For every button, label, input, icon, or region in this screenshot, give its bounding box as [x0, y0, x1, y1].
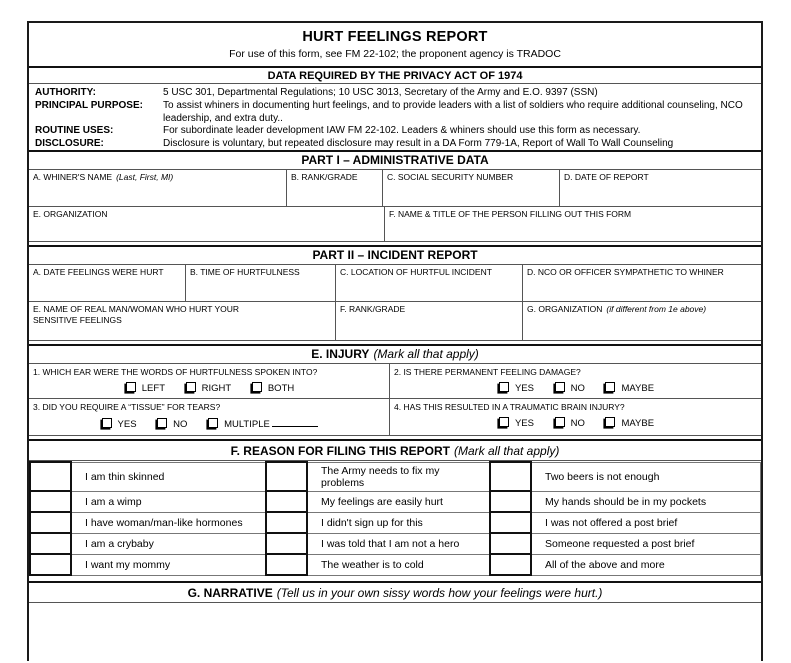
checkbox-no-label: NO	[570, 383, 585, 394]
privacy-row-routine-uses	[35, 125, 755, 138]
reason-label: I am thin skinned	[71, 462, 266, 491]
injury-row-1	[29, 364, 761, 399]
field-date-feelings-hurt[interactable]	[29, 265, 186, 301]
narrative-header-hint: (Tell us in your own sissy words how your feelings were hurt.)	[276, 586, 603, 600]
field-organization[interactable]	[29, 207, 385, 241]
narrative-input-area[interactable]	[29, 603, 761, 663]
field-sympathetic-nco[interactable]	[523, 265, 761, 301]
privacy-value: For subordinate leader development IAW FM 22-102. Leaders & whiners should use this form as necessary.	[163, 125, 641, 137]
privacy-act-header: DATA REQUIRED BY THE PRIVACY ACT OF 1974	[29, 66, 761, 84]
reason-checkbox[interactable]	[490, 491, 531, 512]
multiple-count-blank[interactable]	[272, 417, 318, 427]
reason-checkbox[interactable]	[30, 554, 71, 575]
privacy-row-disclosure	[35, 138, 755, 151]
form-subtitle: For use of this form, see FM 22-102; the proponent agency is TRADOC	[229, 48, 561, 60]
checkbox-both[interactable]	[252, 382, 262, 392]
injury-question-1	[29, 364, 390, 398]
reason-label: I was told that I am not a hero	[307, 533, 490, 554]
checkbox-left[interactable]	[126, 382, 136, 392]
checkbox-no-label: NO	[173, 419, 188, 430]
reason-checkbox[interactable]	[490, 554, 531, 575]
privacy-label: ROUTINE USES:	[35, 125, 114, 137]
field-label-date-of-report: D. DATE OF REPORT	[564, 172, 649, 182]
injury-question-1-options	[33, 382, 385, 394]
field-offender-rank-grade[interactable]	[336, 302, 523, 340]
checkbox-maybe-label: MAYBE	[621, 418, 655, 429]
checkbox-maybe[interactable]	[605, 417, 615, 427]
checkbox-both-label: BOTH	[267, 383, 295, 394]
reason-checkbox[interactable]	[266, 554, 307, 575]
injury-question-4-options	[394, 417, 757, 429]
reason-label: I didn't sign up for this	[307, 512, 490, 533]
field-time-of-hurtfulness[interactable]	[186, 265, 336, 301]
privacy-value: 5 USC 301, Departmental Regulations; 10 USC 3013, Secretary of the Army and E.O. 9397 (SSN)	[163, 87, 598, 98]
narrative-header-title: G. NARRATIVE	[187, 586, 273, 600]
reason-checkbox[interactable]	[266, 462, 307, 491]
part1-row-2	[29, 207, 761, 242]
part2-row-2	[29, 302, 761, 341]
reason-label: I have woman/man-like hormones	[71, 512, 266, 533]
checkbox-multiple[interactable]	[208, 418, 218, 428]
part1-header: PART I – ADMINISTRATIVE DATA	[29, 150, 761, 170]
reason-checkbox[interactable]	[490, 512, 531, 533]
injury-row-2	[29, 399, 761, 436]
checkbox-yes[interactable]	[499, 417, 509, 427]
reason-label: The Army needs to fix my problems	[307, 462, 490, 491]
reason-label: I want my mommy	[71, 554, 266, 575]
field-label-offender-organization-hint: (if different from 1e above)	[606, 304, 707, 314]
reason-row	[30, 491, 761, 512]
part2-row-1	[29, 265, 761, 302]
injury-question-1-text: 1. WHICH EAR WERE THE WORDS OF HURTFULNESS SPOKEN INTO?	[33, 367, 318, 377]
injury-question-2-text: 2. IS THERE PERMANENT FEELING DAMAGE?	[394, 367, 581, 377]
form-title: HURT FEELINGS REPORT	[302, 29, 488, 45]
reason-label: Someone requested a post brief	[531, 533, 761, 554]
reason-checkbox[interactable]	[490, 462, 531, 491]
reason-checkbox[interactable]	[266, 533, 307, 554]
reason-label: I am a wimp	[71, 491, 266, 512]
field-ssn[interactable]	[383, 170, 560, 206]
field-label-whiners-name: A. WHINER'S NAME	[33, 172, 113, 182]
field-label-rank-grade: B. RANK/GRADE	[291, 172, 358, 182]
reason-header-hint: (Mark all that apply)	[453, 444, 560, 458]
privacy-row-authority	[35, 87, 755, 100]
field-person-filling-form[interactable]	[385, 207, 761, 241]
part2-header: PART II – INCIDENT REPORT	[29, 245, 761, 265]
reason-label: My feelings are easily hurt	[307, 491, 490, 512]
reason-header-title: F. REASON FOR FILING THIS REPORT	[230, 444, 450, 458]
field-label-offender-rank-grade: F. RANK/GRADE	[340, 304, 406, 314]
form-header	[29, 23, 761, 66]
reason-checkbox[interactable]	[266, 512, 307, 533]
field-label-offender-organization: G. ORGANIZATION	[527, 304, 603, 314]
checkbox-maybe-label: MAYBE	[621, 383, 655, 394]
field-date-of-report[interactable]	[560, 170, 761, 206]
reason-label: I was not offered a post brief	[531, 512, 761, 533]
field-offender-organization[interactable]	[523, 302, 761, 340]
reason-checkbox[interactable]	[30, 533, 71, 554]
narrative-header	[29, 581, 761, 603]
reason-row	[30, 533, 761, 554]
field-label-person-filling-form: F. NAME & TITLE OF THE PERSON FILLING OUT THIS FORM	[389, 209, 632, 219]
checkbox-no[interactable]	[555, 382, 565, 392]
checkbox-right[interactable]	[186, 382, 196, 392]
field-label-date-feelings-hurt: A. DATE FEELINGS WERE HURT	[33, 267, 164, 277]
checkbox-yes[interactable]	[499, 382, 509, 392]
privacy-value: To assist whiners in documenting hurt feelings, and to provide leaders with a list of soldiers who require additional counseling, NCO leadership, and extra duty..	[163, 99, 743, 124]
field-label-organization: E. ORGANIZATION	[33, 209, 108, 219]
injury-question-3-text: 3. DID YOU REQUIRE A “TISSUE” FOR TEARS?	[33, 402, 221, 412]
injury-question-4	[390, 399, 761, 435]
reason-label: I am a crybaby	[71, 533, 266, 554]
reason-checkbox[interactable]	[30, 462, 71, 491]
reason-checkbox[interactable]	[30, 512, 71, 533]
checkbox-no-label: NO	[570, 418, 585, 429]
field-label-sympathetic-nco: D. NCO OR OFFICER SYMPATHETIC TO WHINER	[527, 267, 724, 277]
injury-header-hint: (Mark all that apply)	[373, 347, 479, 361]
privacy-value: Disclosure is voluntary, but repeated disclosure may result in a DA Form 779-1A, Report of Wall To Wall Counseling	[163, 138, 674, 150]
reason-table	[29, 461, 761, 576]
part1-row-1	[29, 170, 761, 207]
reason-label: My hands should be in my pockets	[531, 491, 761, 512]
injury-question-3-options	[33, 417, 385, 430]
injury-question-2	[390, 364, 761, 398]
reason-label: The weather is to cold	[307, 554, 490, 575]
checkbox-yes-label: YES	[514, 383, 534, 394]
field-label-name-of-offender: E. NAME OF REAL MAN/WOMAN WHO HURT YOUR SENSITIVE FEELINGS	[33, 304, 240, 325]
field-rank-grade[interactable]	[287, 170, 383, 206]
field-label-whiners-name-hint: (Last, First, MI)	[116, 172, 174, 182]
checkbox-left-label: LEFT	[141, 383, 165, 394]
field-name-of-offender[interactable]	[29, 302, 336, 340]
privacy-row-principal-purpose	[35, 100, 755, 126]
reason-label: Two beers is not enough	[531, 462, 761, 491]
checkbox-no[interactable]	[555, 417, 565, 427]
checkbox-maybe[interactable]	[605, 382, 615, 392]
reason-row	[30, 462, 761, 491]
field-label-time-of-hurtfulness: B. TIME OF HURTFULNESS	[190, 267, 300, 277]
reason-checkbox[interactable]	[30, 491, 71, 512]
hurt-feelings-report-form	[27, 21, 763, 661]
injury-header	[29, 344, 761, 364]
privacy-label: PRINCIPAL PURPOSE:	[35, 99, 143, 111]
injury-question-3	[29, 399, 390, 435]
field-location-of-incident[interactable]	[336, 265, 523, 301]
checkbox-no[interactable]	[157, 418, 167, 428]
reason-checkbox[interactable]	[490, 533, 531, 554]
checkbox-right-label: RIGHT	[201, 383, 232, 394]
checkbox-yes-label: YES	[514, 418, 534, 429]
injury-header-title: E. INJURY	[311, 347, 370, 361]
field-label-ssn: C. SOCIAL SECURITY NUMBER	[387, 172, 514, 182]
injury-question-2-options	[394, 382, 757, 394]
injury-question-4-text: 4. HAS THIS RESULTED IN A TRAUMATIC BRAIN INJURY?	[394, 402, 625, 412]
field-whiners-name[interactable]	[29, 170, 287, 206]
privacy-label: AUTHORITY:	[35, 87, 96, 98]
checkbox-yes-label: YES	[117, 419, 137, 430]
checkbox-yes[interactable]	[102, 418, 112, 428]
field-label-location-of-incident: C. LOCATION OF HURTFUL INCIDENT	[340, 267, 492, 277]
privacy-label: DISCLOSURE:	[35, 138, 104, 150]
reason-row	[30, 554, 761, 575]
privacy-act-details	[29, 84, 761, 150]
reason-header	[29, 439, 761, 461]
reason-label: All of the above and more	[531, 554, 761, 575]
reason-row	[30, 512, 761, 533]
reason-checkbox[interactable]	[266, 491, 307, 512]
checkbox-multiple-label: MULTIPLE	[224, 419, 270, 430]
